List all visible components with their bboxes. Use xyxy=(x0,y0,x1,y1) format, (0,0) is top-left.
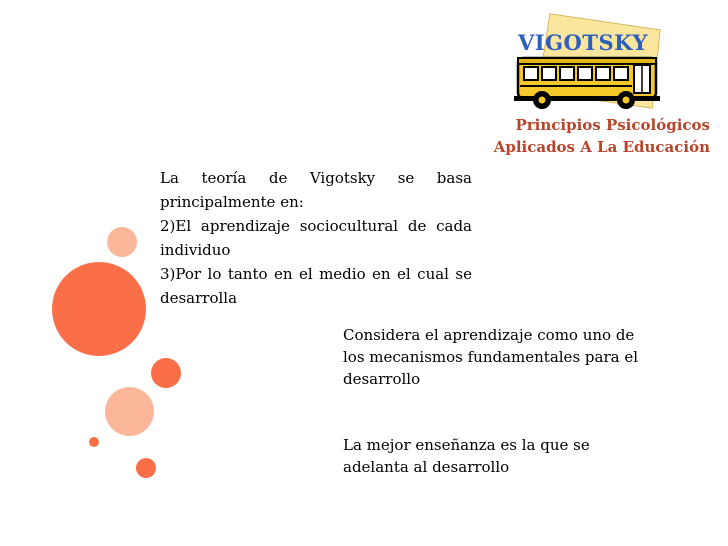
paragraph: La mejor enseñanza es la que se adelanta al desarrollo xyxy=(343,436,590,476)
slide-title: VIGOTSKY xyxy=(518,30,648,55)
decor-circle-small-dot xyxy=(89,437,99,447)
decor-circle-medium xyxy=(151,358,181,388)
decor-circle-bottom xyxy=(136,458,156,478)
left-text-block xyxy=(160,166,472,310)
spacer xyxy=(343,390,653,434)
paragraph: La teoría de Vigotsky se basa principalmente en: xyxy=(160,169,472,211)
subtitle-line-2: Aplicados A La Educación xyxy=(493,138,710,156)
decor-circle-large xyxy=(52,262,146,356)
decor-circle-light-mid xyxy=(105,387,154,436)
slide-subtitle xyxy=(452,114,710,158)
right-text-block xyxy=(343,324,653,478)
decor-circle-light-top xyxy=(107,227,137,257)
paragraph: Considera el aprendizaje como uno de los mecanismos fundamentales para el desarrollo xyxy=(343,326,639,388)
paragraph: 3)Por lo tanto en el medio en el cual se desarrolla xyxy=(160,265,472,307)
paragraph: 2)El aprendizaje sociocultural de cada individuo xyxy=(160,217,472,259)
subtitle-line-1: Principios Psicológicos xyxy=(515,116,710,134)
school-bus-icon xyxy=(510,12,666,112)
